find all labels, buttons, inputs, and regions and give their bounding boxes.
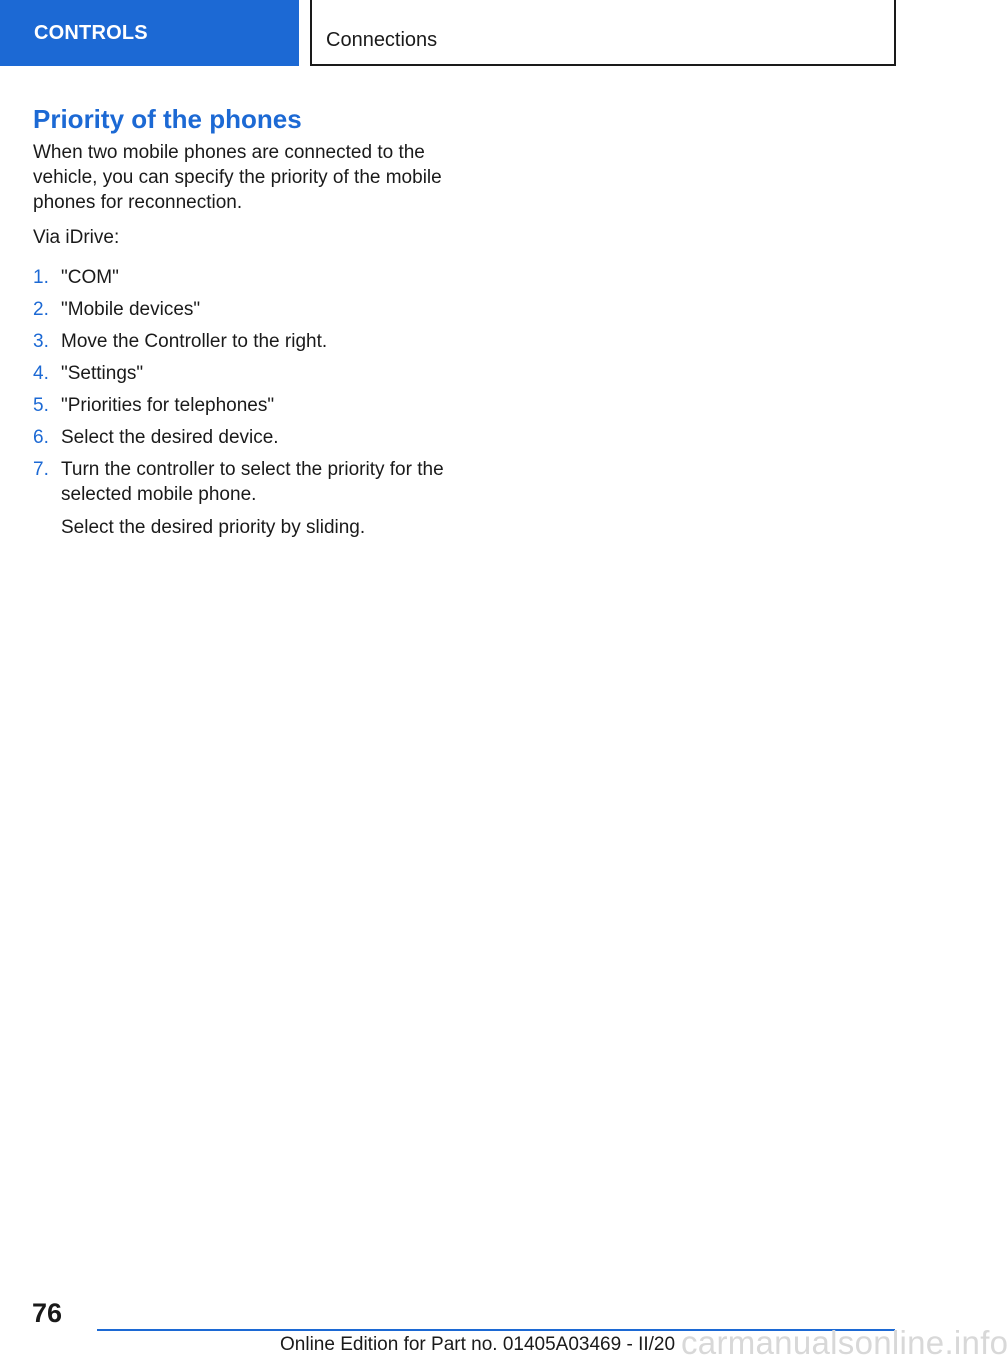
via-idrive-label: Via iDrive: xyxy=(33,227,120,248)
section-tab: CONTROLS xyxy=(0,0,299,66)
intro-paragraph: When two mobile phones are connected to the vehicle, you can specify the priority of the mobile phones for reconnection. xyxy=(33,142,442,213)
step-number: 3. xyxy=(33,331,49,352)
step-subtext: Select the desired priority by sliding. xyxy=(61,517,366,538)
step-item xyxy=(33,425,453,450)
step-number: 7. xyxy=(33,459,49,480)
step-number: 1. xyxy=(33,267,49,288)
page-header xyxy=(0,0,896,66)
step-text: Turn the controller to select the priority for the selected mobile phone. xyxy=(61,459,444,505)
step-number: 4. xyxy=(33,363,49,384)
step-text: "Mobile devices" xyxy=(61,299,201,320)
page-number: 76 xyxy=(32,1298,63,1328)
step-text: Move the Controller to the right. xyxy=(61,331,328,352)
step-item xyxy=(33,329,453,354)
step-text: "Settings" xyxy=(61,363,144,384)
watermark: carmanualsonline.info xyxy=(681,1324,1008,1361)
main-content xyxy=(33,100,453,547)
step-item xyxy=(33,361,453,386)
chapter-title: Connections xyxy=(310,0,896,66)
step-text: "COM" xyxy=(61,267,119,288)
steps-list xyxy=(33,265,453,540)
step-number: 2. xyxy=(33,299,49,320)
step-number: 6. xyxy=(33,427,49,448)
step-text: "Priorities for telephones" xyxy=(61,395,275,416)
step-item xyxy=(33,265,453,290)
step-item xyxy=(33,393,453,418)
step-item xyxy=(33,457,453,540)
edition-line: Online Edition for Part no. 01405A03469 - II/20 xyxy=(280,1334,676,1355)
step-item xyxy=(33,297,453,322)
section-heading: Priority of the phones xyxy=(33,104,302,134)
step-text: Select the desired device. xyxy=(61,427,279,448)
step-number: 5. xyxy=(33,395,49,416)
